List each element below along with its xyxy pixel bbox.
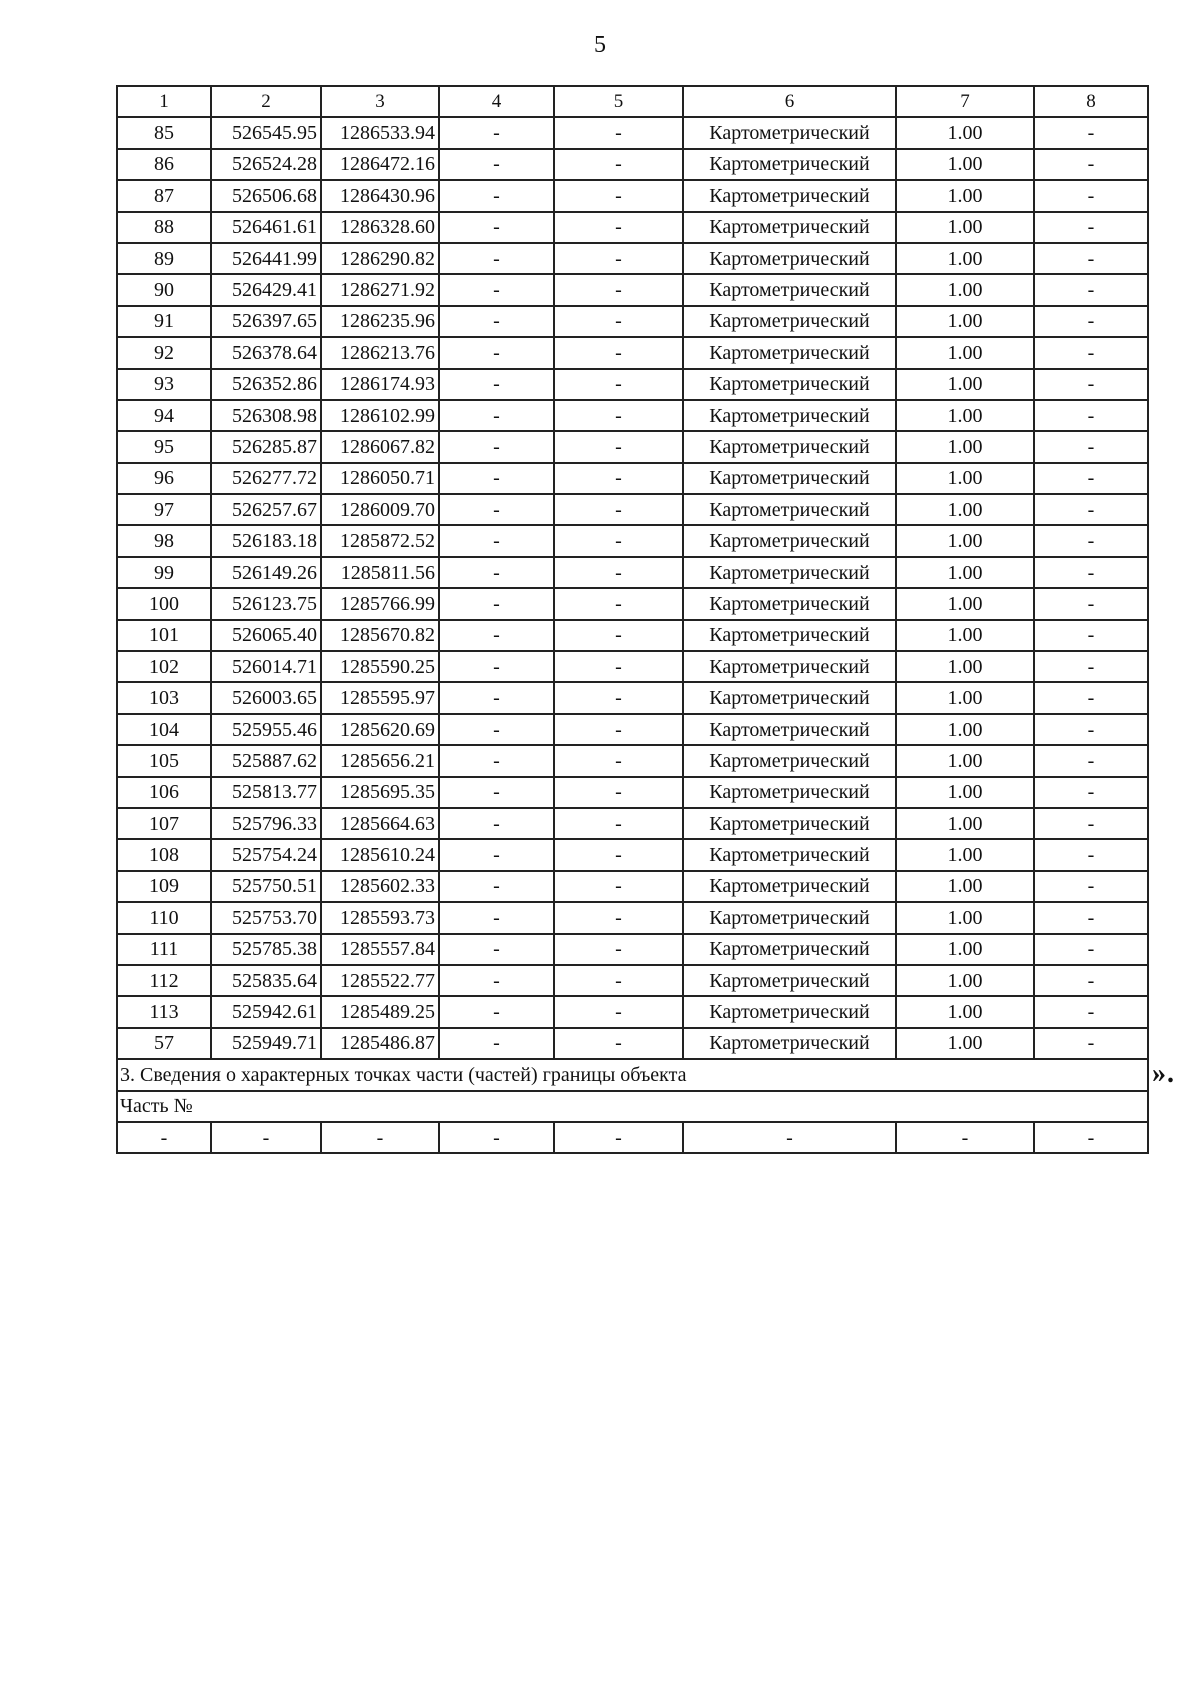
- point-number-cell: 97: [117, 494, 211, 525]
- y-coordinate-cell: 1285695.35: [321, 777, 439, 808]
- table-row: [117, 808, 1148, 839]
- cell-col4: -: [439, 777, 554, 808]
- point-number-cell: 90: [117, 274, 211, 305]
- column-header: 8: [1034, 86, 1148, 117]
- point-number-cell: 111: [117, 934, 211, 965]
- cell-col8: -: [1034, 745, 1148, 776]
- point-number-cell: 85: [117, 117, 211, 148]
- accuracy-cell: 1.00: [896, 620, 1034, 651]
- x-coordinate-cell: 526506.68: [211, 180, 321, 211]
- table-cell: -: [683, 1122, 896, 1153]
- cell-col5: -: [554, 117, 683, 148]
- column-header: 5: [554, 86, 683, 117]
- header-row: [117, 86, 1148, 117]
- point-number-cell: 86: [117, 149, 211, 180]
- empty-part-row: [117, 1122, 1148, 1153]
- cell-col4: -: [439, 243, 554, 274]
- point-number-cell: 106: [117, 777, 211, 808]
- cell-col8: -: [1034, 274, 1148, 305]
- column-header: 2: [211, 86, 321, 117]
- x-coordinate-cell: 526378.64: [211, 337, 321, 368]
- cell-col5: -: [554, 557, 683, 588]
- method-cell: Картометрический: [683, 431, 896, 462]
- column-header: 7: [896, 86, 1034, 117]
- x-coordinate-cell: 525754.24: [211, 839, 321, 870]
- table-row: [117, 400, 1148, 431]
- y-coordinate-cell: 1285522.77: [321, 965, 439, 996]
- point-number-cell: 105: [117, 745, 211, 776]
- accuracy-cell: 1.00: [896, 682, 1034, 713]
- cell-col4: -: [439, 525, 554, 556]
- accuracy-cell: 1.00: [896, 212, 1034, 243]
- cell-col8: -: [1034, 243, 1148, 274]
- table-row: [117, 745, 1148, 776]
- y-coordinate-cell: 1286235.96: [321, 306, 439, 337]
- method-cell: Картометрический: [683, 934, 896, 965]
- x-coordinate-cell: 526065.40: [211, 620, 321, 651]
- cell-col4: -: [439, 1028, 554, 1059]
- x-coordinate-cell: 526123.75: [211, 588, 321, 619]
- x-coordinate-cell: 525813.77: [211, 777, 321, 808]
- table-body: [117, 86, 1148, 1153]
- cell-col4: -: [439, 400, 554, 431]
- cell-col8: -: [1034, 212, 1148, 243]
- table-cell: -: [554, 1122, 683, 1153]
- table-row: [117, 996, 1148, 1027]
- y-coordinate-cell: 1286290.82: [321, 243, 439, 274]
- cell-col5: -: [554, 369, 683, 400]
- y-coordinate-cell: 1285610.24: [321, 839, 439, 870]
- y-coordinate-cell: 1286067.82: [321, 431, 439, 462]
- y-coordinate-cell: 1285620.69: [321, 714, 439, 745]
- cell-col4: -: [439, 337, 554, 368]
- cell-col4: -: [439, 180, 554, 211]
- point-number-cell: 104: [117, 714, 211, 745]
- x-coordinate-cell: 525835.64: [211, 965, 321, 996]
- table-row: [117, 180, 1148, 211]
- method-cell: Картометрический: [683, 1028, 896, 1059]
- cell-col5: -: [554, 839, 683, 870]
- cell-col8: -: [1034, 400, 1148, 431]
- table-row: [117, 871, 1148, 902]
- method-cell: Картометрический: [683, 620, 896, 651]
- x-coordinate-cell: 526149.26: [211, 557, 321, 588]
- x-coordinate-cell: 526461.61: [211, 212, 321, 243]
- point-number-cell: 98: [117, 525, 211, 556]
- accuracy-cell: 1.00: [896, 777, 1034, 808]
- cell-col5: -: [554, 714, 683, 745]
- cell-col4: -: [439, 902, 554, 933]
- table-row: [117, 337, 1148, 368]
- cell-col8: -: [1034, 180, 1148, 211]
- y-coordinate-cell: 1285872.52: [321, 525, 439, 556]
- cell-col4: -: [439, 463, 554, 494]
- coordinates-table: [116, 85, 1149, 1154]
- accuracy-cell: 1.00: [896, 149, 1034, 180]
- cell-col8: -: [1034, 902, 1148, 933]
- y-coordinate-cell: 1286328.60: [321, 212, 439, 243]
- cell-col5: -: [554, 902, 683, 933]
- method-cell: Картометрический: [683, 871, 896, 902]
- point-number-cell: 57: [117, 1028, 211, 1059]
- table-row: [117, 934, 1148, 965]
- x-coordinate-cell: 526524.28: [211, 149, 321, 180]
- cell-col5: -: [554, 1028, 683, 1059]
- table-row: [117, 714, 1148, 745]
- cell-col5: -: [554, 149, 683, 180]
- table-row: [117, 777, 1148, 808]
- method-cell: Картометрический: [683, 714, 896, 745]
- closing-quote-mark: ».: [1152, 1058, 1175, 1089]
- y-coordinate-cell: 1286472.16: [321, 149, 439, 180]
- x-coordinate-cell: 526014.71: [211, 651, 321, 682]
- method-cell: Картометрический: [683, 463, 896, 494]
- x-coordinate-cell: 525785.38: [211, 934, 321, 965]
- accuracy-cell: 1.00: [896, 306, 1034, 337]
- y-coordinate-cell: 1286009.70: [321, 494, 439, 525]
- cell-col8: -: [1034, 149, 1148, 180]
- cell-col8: -: [1034, 525, 1148, 556]
- point-number-cell: 91: [117, 306, 211, 337]
- accuracy-cell: 1.00: [896, 934, 1034, 965]
- accuracy-cell: 1.00: [896, 745, 1034, 776]
- x-coordinate-cell: 525796.33: [211, 808, 321, 839]
- method-cell: Картометрический: [683, 902, 896, 933]
- accuracy-cell: 1.00: [896, 337, 1034, 368]
- cell-col5: -: [554, 525, 683, 556]
- y-coordinate-cell: 1285486.87: [321, 1028, 439, 1059]
- y-coordinate-cell: 1285489.25: [321, 996, 439, 1027]
- point-number-cell: 99: [117, 557, 211, 588]
- point-number-cell: 87: [117, 180, 211, 211]
- method-cell: Картометрический: [683, 808, 896, 839]
- x-coordinate-cell: 526308.98: [211, 400, 321, 431]
- table-row: [117, 494, 1148, 525]
- cell-col8: -: [1034, 996, 1148, 1027]
- y-coordinate-cell: 1285664.63: [321, 808, 439, 839]
- cell-col4: -: [439, 494, 554, 525]
- table-row: [117, 1028, 1148, 1059]
- table-row: [117, 274, 1148, 305]
- table-row: [117, 149, 1148, 180]
- cell-col4: -: [439, 934, 554, 965]
- table-row: [117, 557, 1148, 588]
- x-coordinate-cell: 526429.41: [211, 274, 321, 305]
- x-coordinate-cell: 526285.87: [211, 431, 321, 462]
- cell-col5: -: [554, 620, 683, 651]
- cell-col8: -: [1034, 463, 1148, 494]
- x-coordinate-cell: 525942.61: [211, 996, 321, 1027]
- point-number-cell: 112: [117, 965, 211, 996]
- y-coordinate-cell: 1286271.92: [321, 274, 439, 305]
- y-coordinate-cell: 1286533.94: [321, 117, 439, 148]
- cell-col4: -: [439, 620, 554, 651]
- cell-col4: -: [439, 212, 554, 243]
- accuracy-cell: 1.00: [896, 996, 1034, 1027]
- cell-col5: -: [554, 243, 683, 274]
- cell-col5: -: [554, 745, 683, 776]
- method-cell: Картометрический: [683, 117, 896, 148]
- method-cell: Картометрический: [683, 588, 896, 619]
- x-coordinate-cell: 526397.65: [211, 306, 321, 337]
- point-number-cell: 92: [117, 337, 211, 368]
- method-cell: Картометрический: [683, 400, 896, 431]
- point-number-cell: 110: [117, 902, 211, 933]
- cell-col5: -: [554, 463, 683, 494]
- method-cell: Картометрический: [683, 557, 896, 588]
- accuracy-cell: 1.00: [896, 651, 1034, 682]
- y-coordinate-cell: 1285595.97: [321, 682, 439, 713]
- cell-col8: -: [1034, 1028, 1148, 1059]
- cell-col5: -: [554, 306, 683, 337]
- accuracy-cell: 1.00: [896, 463, 1034, 494]
- x-coordinate-cell: 526257.67: [211, 494, 321, 525]
- cell-col8: -: [1034, 934, 1148, 965]
- cell-col5: -: [554, 431, 683, 462]
- cell-col5: -: [554, 588, 683, 619]
- y-coordinate-cell: 1286213.76: [321, 337, 439, 368]
- method-cell: Картометрический: [683, 745, 896, 776]
- cell-col8: -: [1034, 306, 1148, 337]
- column-header: 1: [117, 86, 211, 117]
- x-coordinate-cell: 526277.72: [211, 463, 321, 494]
- accuracy-cell: 1.00: [896, 1028, 1034, 1059]
- column-header: 3: [321, 86, 439, 117]
- accuracy-cell: 1.00: [896, 180, 1034, 211]
- point-number-cell: 88: [117, 212, 211, 243]
- accuracy-cell: 1.00: [896, 871, 1034, 902]
- x-coordinate-cell: 526003.65: [211, 682, 321, 713]
- point-number-cell: 107: [117, 808, 211, 839]
- cell-col4: -: [439, 588, 554, 619]
- section-title: 3. Сведения о характерных точках части (частей) границы объекта: [117, 1059, 1148, 1090]
- table-row: [117, 369, 1148, 400]
- cell-col8: -: [1034, 117, 1148, 148]
- accuracy-cell: 1.00: [896, 243, 1034, 274]
- method-cell: Картометрический: [683, 777, 896, 808]
- table-row: [117, 431, 1148, 462]
- cell-col5: -: [554, 965, 683, 996]
- cell-col4: -: [439, 651, 554, 682]
- table-row: [117, 620, 1148, 651]
- point-number-cell: 109: [117, 871, 211, 902]
- table-row: [117, 212, 1148, 243]
- point-number-cell: 102: [117, 651, 211, 682]
- cell-col8: -: [1034, 557, 1148, 588]
- cell-col8: -: [1034, 337, 1148, 368]
- method-cell: Картометрический: [683, 965, 896, 996]
- cell-col4: -: [439, 369, 554, 400]
- table-row: [117, 306, 1148, 337]
- accuracy-cell: 1.00: [896, 714, 1034, 745]
- accuracy-cell: 1.00: [896, 494, 1034, 525]
- cell-col5: -: [554, 871, 683, 902]
- table-row: [117, 965, 1148, 996]
- point-number-cell: 95: [117, 431, 211, 462]
- method-cell: Картометрический: [683, 525, 896, 556]
- cell-col5: -: [554, 494, 683, 525]
- method-cell: Картометрический: [683, 839, 896, 870]
- table-cell: -: [439, 1122, 554, 1153]
- table-row: [117, 525, 1148, 556]
- cell-col4: -: [439, 431, 554, 462]
- cell-col4: -: [439, 871, 554, 902]
- cell-col4: -: [439, 306, 554, 337]
- cell-col5: -: [554, 337, 683, 368]
- method-cell: Картометрический: [683, 306, 896, 337]
- cell-col5: -: [554, 996, 683, 1027]
- point-number-cell: 100: [117, 588, 211, 619]
- cell-col4: -: [439, 996, 554, 1027]
- part-label-row: [117, 1091, 1148, 1122]
- cell-col5: -: [554, 777, 683, 808]
- part-number-label: Часть №: [117, 1091, 1148, 1122]
- table-row: [117, 651, 1148, 682]
- accuracy-cell: 1.00: [896, 117, 1034, 148]
- cell-col4: -: [439, 745, 554, 776]
- accuracy-cell: 1.00: [896, 525, 1034, 556]
- accuracy-cell: 1.00: [896, 965, 1034, 996]
- x-coordinate-cell: 525753.70: [211, 902, 321, 933]
- point-number-cell: 113: [117, 996, 211, 1027]
- column-header: 4: [439, 86, 554, 117]
- cell-col8: -: [1034, 839, 1148, 870]
- cell-col4: -: [439, 149, 554, 180]
- cell-col5: -: [554, 808, 683, 839]
- accuracy-cell: 1.00: [896, 369, 1034, 400]
- cell-col4: -: [439, 808, 554, 839]
- accuracy-cell: 1.00: [896, 431, 1034, 462]
- cell-col8: -: [1034, 620, 1148, 651]
- y-coordinate-cell: 1286050.71: [321, 463, 439, 494]
- cell-col8: -: [1034, 777, 1148, 808]
- table-cell: -: [321, 1122, 439, 1153]
- table-row: [117, 839, 1148, 870]
- cell-col4: -: [439, 557, 554, 588]
- y-coordinate-cell: 1285590.25: [321, 651, 439, 682]
- y-coordinate-cell: 1285593.73: [321, 902, 439, 933]
- table-row: [117, 902, 1148, 933]
- y-coordinate-cell: 1285557.84: [321, 934, 439, 965]
- x-coordinate-cell: 525887.62: [211, 745, 321, 776]
- cell-col5: -: [554, 212, 683, 243]
- cell-col8: -: [1034, 808, 1148, 839]
- point-number-cell: 108: [117, 839, 211, 870]
- accuracy-cell: 1.00: [896, 808, 1034, 839]
- point-number-cell: 93: [117, 369, 211, 400]
- cell-col5: -: [554, 934, 683, 965]
- method-cell: Картометрический: [683, 337, 896, 368]
- table-cell: -: [896, 1122, 1034, 1153]
- cell-col4: -: [439, 714, 554, 745]
- cell-col5: -: [554, 400, 683, 431]
- y-coordinate-cell: 1286174.93: [321, 369, 439, 400]
- x-coordinate-cell: 525955.46: [211, 714, 321, 745]
- method-cell: Картометрический: [683, 274, 896, 305]
- cell-col8: -: [1034, 494, 1148, 525]
- method-cell: Картометрический: [683, 996, 896, 1027]
- section-title-row: [117, 1059, 1148, 1090]
- y-coordinate-cell: 1285811.56: [321, 557, 439, 588]
- cell-col8: -: [1034, 871, 1148, 902]
- accuracy-cell: 1.00: [896, 400, 1034, 431]
- method-cell: Картометрический: [683, 149, 896, 180]
- cell-col8: -: [1034, 714, 1148, 745]
- accuracy-cell: 1.00: [896, 839, 1034, 870]
- cell-col4: -: [439, 117, 554, 148]
- table-row: [117, 682, 1148, 713]
- y-coordinate-cell: 1285766.99: [321, 588, 439, 619]
- cell-col5: -: [554, 651, 683, 682]
- x-coordinate-cell: 526183.18: [211, 525, 321, 556]
- cell-col8: -: [1034, 965, 1148, 996]
- method-cell: Картометрический: [683, 369, 896, 400]
- cell-col5: -: [554, 274, 683, 305]
- cell-col4: -: [439, 682, 554, 713]
- cell-col5: -: [554, 682, 683, 713]
- cell-col8: -: [1034, 682, 1148, 713]
- y-coordinate-cell: 1286102.99: [321, 400, 439, 431]
- table-row: [117, 588, 1148, 619]
- cell-col8: -: [1034, 651, 1148, 682]
- cell-col4: -: [439, 839, 554, 870]
- accuracy-cell: 1.00: [896, 902, 1034, 933]
- method-cell: Картометрический: [683, 494, 896, 525]
- x-coordinate-cell: 526545.95: [211, 117, 321, 148]
- point-number-cell: 89: [117, 243, 211, 274]
- table-cell: -: [1034, 1122, 1148, 1153]
- method-cell: Картометрический: [683, 212, 896, 243]
- x-coordinate-cell: 526441.99: [211, 243, 321, 274]
- accuracy-cell: 1.00: [896, 588, 1034, 619]
- point-number-cell: 103: [117, 682, 211, 713]
- y-coordinate-cell: 1286430.96: [321, 180, 439, 211]
- y-coordinate-cell: 1285602.33: [321, 871, 439, 902]
- method-cell: Картометрический: [683, 651, 896, 682]
- column-header: 6: [683, 86, 896, 117]
- y-coordinate-cell: 1285670.82: [321, 620, 439, 651]
- table-row: [117, 117, 1148, 148]
- method-cell: Картометрический: [683, 180, 896, 211]
- page-number: 5: [594, 32, 606, 58]
- point-number-cell: 94: [117, 400, 211, 431]
- accuracy-cell: 1.00: [896, 557, 1034, 588]
- table-cell: -: [117, 1122, 211, 1153]
- y-coordinate-cell: 1285656.21: [321, 745, 439, 776]
- cell-col8: -: [1034, 588, 1148, 619]
- x-coordinate-cell: 526352.86: [211, 369, 321, 400]
- x-coordinate-cell: 525750.51: [211, 871, 321, 902]
- table-row: [117, 463, 1148, 494]
- table-cell: -: [211, 1122, 321, 1153]
- cell-col5: -: [554, 180, 683, 211]
- cell-col8: -: [1034, 431, 1148, 462]
- cell-col4: -: [439, 274, 554, 305]
- point-number-cell: 101: [117, 620, 211, 651]
- method-cell: Картометрический: [683, 243, 896, 274]
- method-cell: Картометрический: [683, 682, 896, 713]
- table-row: [117, 243, 1148, 274]
- cell-col4: -: [439, 965, 554, 996]
- cell-col8: -: [1034, 369, 1148, 400]
- point-number-cell: 96: [117, 463, 211, 494]
- accuracy-cell: 1.00: [896, 274, 1034, 305]
- x-coordinate-cell: 525949.71: [211, 1028, 321, 1059]
